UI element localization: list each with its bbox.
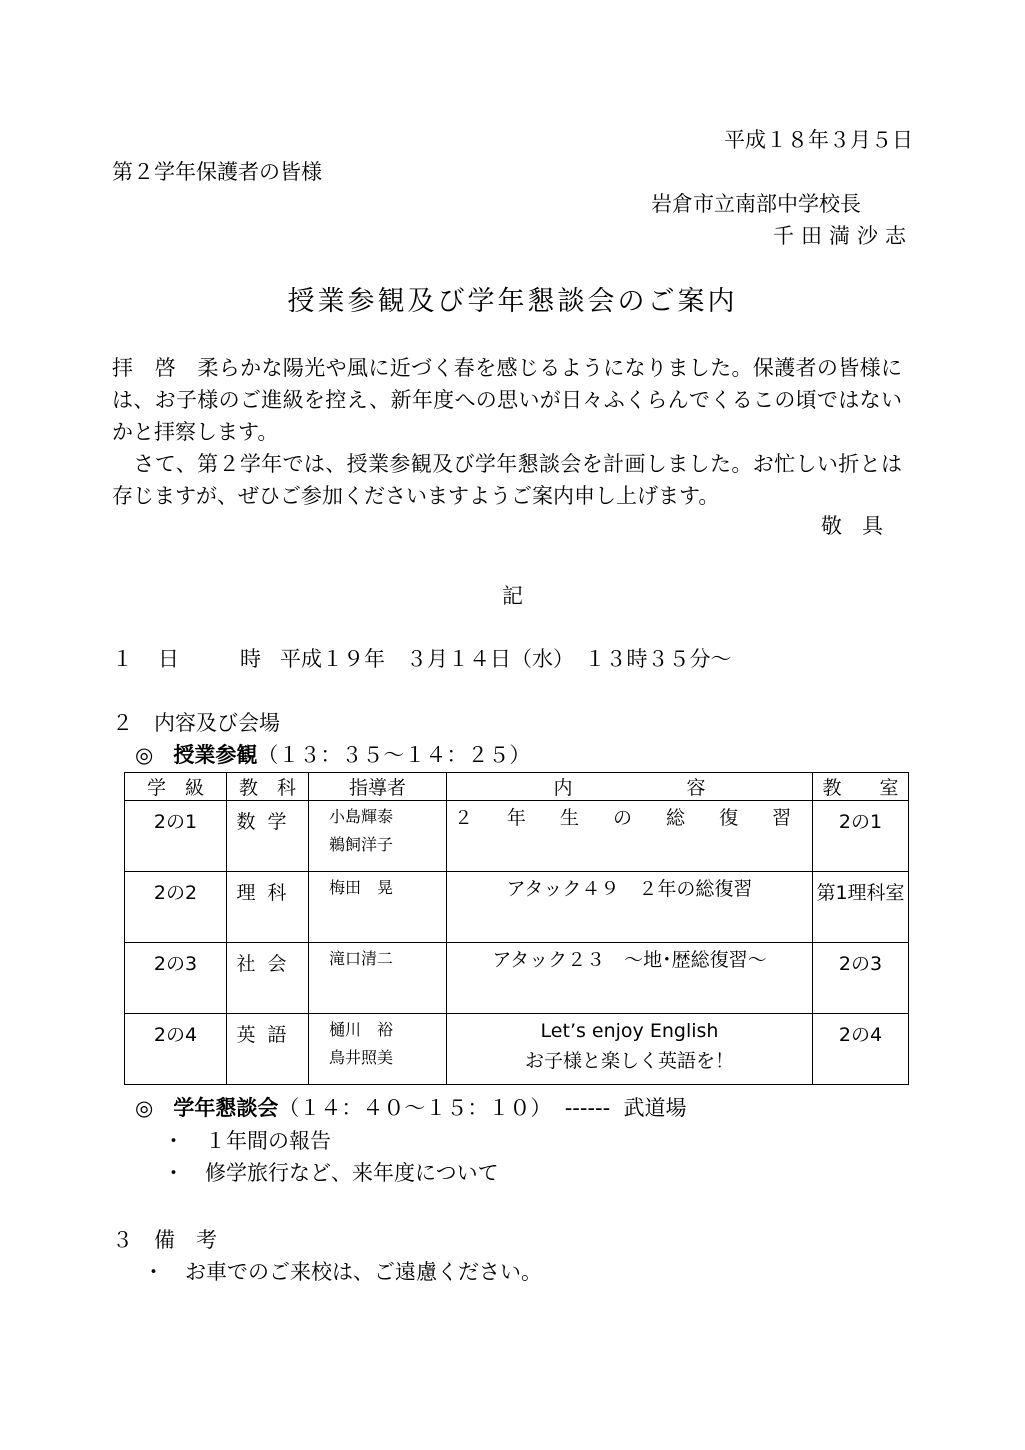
item-content-heading: ２ 内容及び会場: [112, 711, 280, 735]
document-date: 平成１８年３月５日: [724, 128, 913, 152]
content-cell: [447, 872, 813, 943]
observation-heading: [135, 745, 530, 766]
content-line: ２ 年 生 の 総 復 習: [453, 807, 806, 829]
header-subject: 教 科: [227, 773, 309, 801]
class-cell: 2の3: [125, 943, 227, 1014]
content-line: アタック４９ ２年の総復習: [506, 878, 753, 900]
header-room: 教 室: [813, 773, 909, 801]
meeting-label: 学年懇談会: [173, 1096, 279, 1120]
item1-value: 平成１９年 ３月１４日（水） １３時３５分～: [280, 647, 732, 671]
meeting-bullet: ・ 修学旅行など、来年度について: [163, 1161, 499, 1185]
document-title: 授業参観及び学年懇談会のご案内: [287, 286, 738, 317]
teacher-name: 鳥井照美: [329, 1048, 394, 1067]
meeting-mark: ◎: [135, 1096, 154, 1120]
sender-school: 岩倉市立南部中学校長: [651, 192, 861, 216]
header-class: 学 級: [125, 773, 227, 801]
teacher-cell: [309, 801, 447, 872]
content-cell: [447, 801, 813, 872]
room-cell: 2の4: [813, 1014, 909, 1085]
observation-time: （１３：３５～１４：２５）: [257, 743, 531, 767]
meeting-time: （１４：４０～１５：１０）: [278, 1096, 552, 1120]
header-teacher: 指導者: [309, 773, 447, 801]
teacher-cell: [309, 1014, 447, 1085]
header-content: 内 容: [447, 773, 813, 801]
teacher-name: 小島輝泰: [329, 807, 394, 826]
teacher-cell: [309, 872, 447, 943]
teacher-name: 鵜飼洋子: [329, 835, 394, 854]
teacher-name: 樋川 裕: [329, 1020, 394, 1039]
table-row: [125, 1014, 909, 1085]
room-cell: 2の3: [813, 943, 909, 1014]
recipient: 第２学年保護者の皆様: [112, 160, 322, 184]
meeting-bullet: ・ １年間の報告: [163, 1129, 331, 1153]
invitation-paragraph: さて、第２学年では、授業参観及び学年懇談会を計画しました。お忙しい折とは存じますが、ぜひご参加くださいますようご案内申し上げます。: [112, 452, 902, 508]
item1-number: １: [112, 647, 133, 671]
content-line: Let’s enjoy English: [540, 1020, 719, 1042]
item-remarks-heading: ３ 備 考: [112, 1228, 217, 1252]
subject-cell: 社会: [227, 943, 309, 1014]
meeting-heading: [135, 1098, 687, 1119]
subject-cell: 数学: [227, 801, 309, 872]
room-cell: 第1理科室: [813, 872, 909, 943]
content-line: アタック２３ ～地･歴総復習～: [492, 949, 767, 971]
teacher-name: 滝口清二: [329, 949, 394, 968]
ki-heading: 記: [502, 584, 523, 608]
teacher-name: 梅田 晃: [329, 878, 394, 897]
teacher-cell: [309, 943, 447, 1014]
item-datetime: [112, 649, 732, 670]
observation-table: [124, 772, 909, 1085]
class-cell: 2の2: [125, 872, 227, 943]
table-header-row: [125, 773, 909, 801]
meeting-place: 武道場: [623, 1096, 687, 1120]
remarks-bullet: ・ お車でのご来校は、ご遠慮ください。: [143, 1260, 542, 1284]
content-cell: [447, 943, 813, 1014]
sender-name: 千田満沙志: [773, 224, 913, 248]
room-cell: 2の1: [813, 801, 909, 872]
content-line: お子様と楽しく英語を！: [524, 1050, 734, 1072]
meeting-dashes: ------: [564, 1096, 611, 1120]
item1-label: 日 時: [158, 647, 281, 671]
table-row: [125, 801, 909, 872]
table-row: [125, 943, 909, 1014]
table-row: [125, 872, 909, 943]
class-cell: 2の4: [125, 1014, 227, 1085]
subject-cell: 英語: [227, 1014, 309, 1085]
greeting-paragraph: 拝 啓 柔らかな陽光や風に近づく春を感じるようになりました。保護者の皆様には、お子様のご進級を控え、新年度への思いが日々ふくらんでくるこの頃ではないかと拝察します。: [112, 356, 902, 444]
class-cell: 2の1: [125, 801, 227, 872]
subject-cell: 理科: [227, 872, 309, 943]
content-cell: [447, 1014, 813, 1085]
observation-mark: ◎: [135, 743, 154, 767]
observation-label: 授業参観: [173, 743, 258, 767]
closing-phrase: 敬具: [821, 514, 903, 538]
